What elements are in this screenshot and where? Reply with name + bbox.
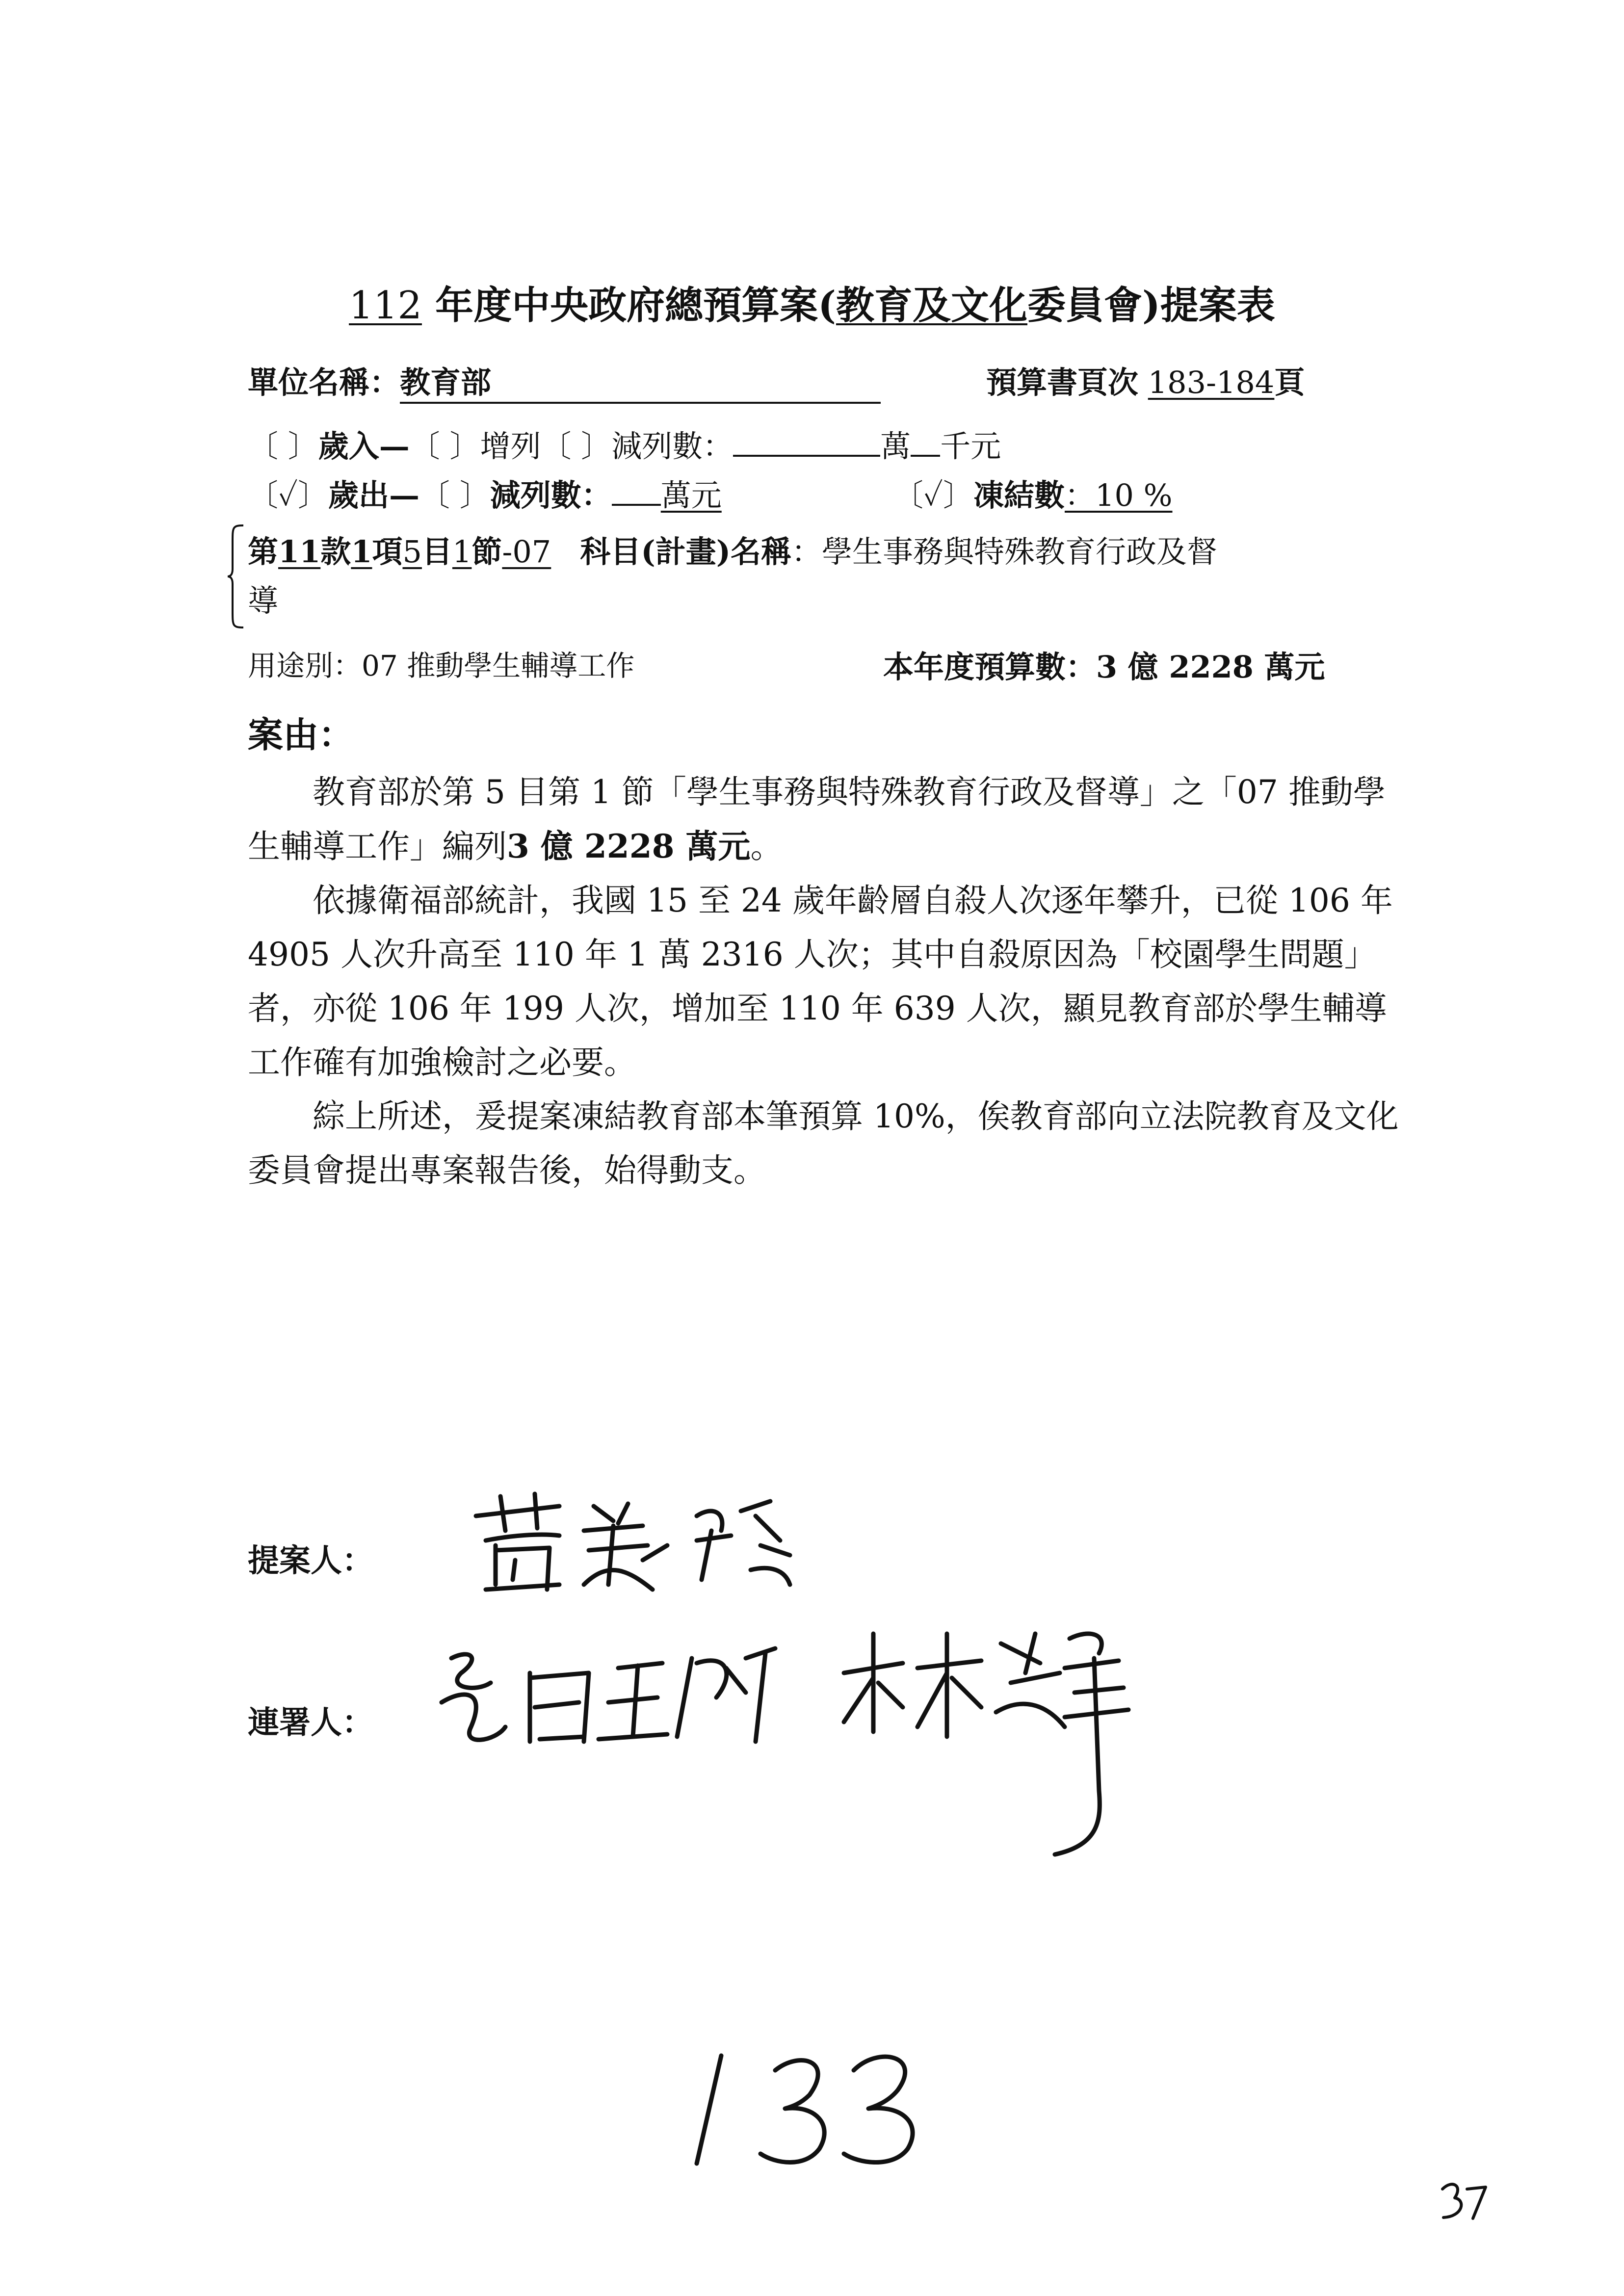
handwritten-page-number (687, 2036, 942, 2183)
subject-mu: 目 (421, 534, 452, 570)
subject-label: 科目(計畫)名稱 (580, 534, 792, 570)
title-part2: 委員會)提案表 (1027, 283, 1275, 328)
proposer-label: 提案人： (248, 1542, 373, 1579)
increase-bracket: 〔 〕 (409, 428, 480, 464)
decrease-bracket: 〔 〕 (541, 428, 612, 464)
budget-page-suffix: 頁 (1274, 365, 1305, 400)
unit-label: 單位名稱： (248, 365, 400, 400)
revenue-unit-wan: 萬 (880, 428, 911, 464)
subject-xiang-number: 1 (351, 534, 372, 570)
expenditure-decrease-label: 減列數： (490, 477, 612, 513)
subject-xiang: 項 (372, 534, 403, 570)
reason-body (248, 765, 1401, 1198)
reason-p1-text: 教育部於第 5 目第 1 節「學生事務與特殊教育行政及督導」之「07 推動學生輔導工作」編列 (248, 773, 1386, 865)
reason-heading: 案由： (248, 714, 354, 756)
cosigner-signature-2 (834, 1614, 1138, 1869)
subject-kuan-number: 11 (278, 534, 321, 570)
reason-paragraph-3: 綜上所述，爰提案凍結教育部本筆預算 10%，俟教育部向立法院教育及文化委員會提出專案報告後，始得動支。 (248, 1097, 1399, 1189)
cosigner-label: 連署人： (248, 1704, 373, 1741)
title-year: 112 (349, 284, 422, 328)
budget-page-label: 預算書頁次 (986, 365, 1139, 400)
revenue-row (248, 422, 1001, 466)
reason-p1-amount: 3 億 2228 萬元 (507, 827, 751, 865)
subject-jie: 節 (471, 534, 502, 570)
subject-row (248, 527, 1217, 571)
budget-page-row (986, 358, 1305, 402)
freeze-row (893, 471, 1173, 515)
subject-row-continued (248, 576, 278, 620)
expenditure-check: 〔✓〕 (248, 477, 328, 513)
proposer-signature (466, 1487, 810, 1599)
subject-jie-suffix: -07 (502, 534, 551, 570)
usage-text: 用途別：07 推動學生輔導工作 (248, 649, 635, 682)
subject-jie-number: 1 (452, 534, 472, 570)
freeze-label: 凍結數 (973, 477, 1065, 513)
expenditure-blank (612, 475, 661, 506)
annual-budget-row (883, 643, 1325, 686)
reason-p1-end: 。 (750, 828, 783, 865)
expenditure-row (248, 471, 722, 515)
freeze-value: ：10 % (1065, 477, 1173, 513)
increase-label: 增列 (480, 428, 541, 464)
revenue-bracket: 〔 〕 (248, 428, 318, 464)
revenue-unit-qian: 千元 (940, 428, 1001, 464)
usage-row (248, 643, 634, 684)
expenditure-label: 歲出— (328, 477, 420, 513)
budget-page-value: 183-184 (1148, 365, 1275, 400)
title-part1: 年度中央政府總預算案( (435, 283, 837, 328)
revenue-qian-blank (911, 426, 940, 457)
subject-value: ：學生事務與特殊教育行政及督 (791, 534, 1218, 570)
expenditure-decrease-bracket: 〔 〕 (419, 477, 490, 513)
corner-page-number (1438, 2178, 1492, 2227)
revenue-label: 歲入— (318, 428, 410, 464)
subject-value-continued: 導 (248, 583, 279, 619)
revenue-decrease-label: 減列數： (611, 428, 733, 464)
document-title (0, 275, 1624, 330)
reason-paragraph-1 (248, 765, 1401, 874)
subject-di: 第 (248, 534, 279, 570)
subject-kuan: 款 (320, 534, 351, 570)
annual-budget-label: 本年度預算數： (883, 649, 1097, 685)
reason-paragraph-2: 依據衛福部統計，我國 15 至 24 歲年齡層自殺人次逐年攀升，已從 106 年 4905 人次升高至 110 年 1 萬 2316 人次；其中自殺原因為「校園學生問題」者，亦從 106 年 199 人次，增加至 110 年 639 人次，顯見教育部於學生輔導工作確有加強檢討之必要。 (248, 882, 1393, 1081)
subject-mu-number: 5 (402, 534, 422, 570)
title-committee: 教育及文化 (836, 283, 1028, 328)
unit-value: 教育部 (400, 358, 881, 404)
annual-budget-value: 3 億 2228 萬元 (1096, 649, 1325, 685)
expenditure-unit: 萬元 (660, 477, 722, 513)
cosigner-signature-1 (432, 1629, 805, 1761)
revenue-wan-blank (733, 426, 880, 457)
subject-brace (227, 522, 246, 630)
freeze-check: 〔✓〕 (893, 477, 973, 513)
unit-row (248, 358, 881, 404)
